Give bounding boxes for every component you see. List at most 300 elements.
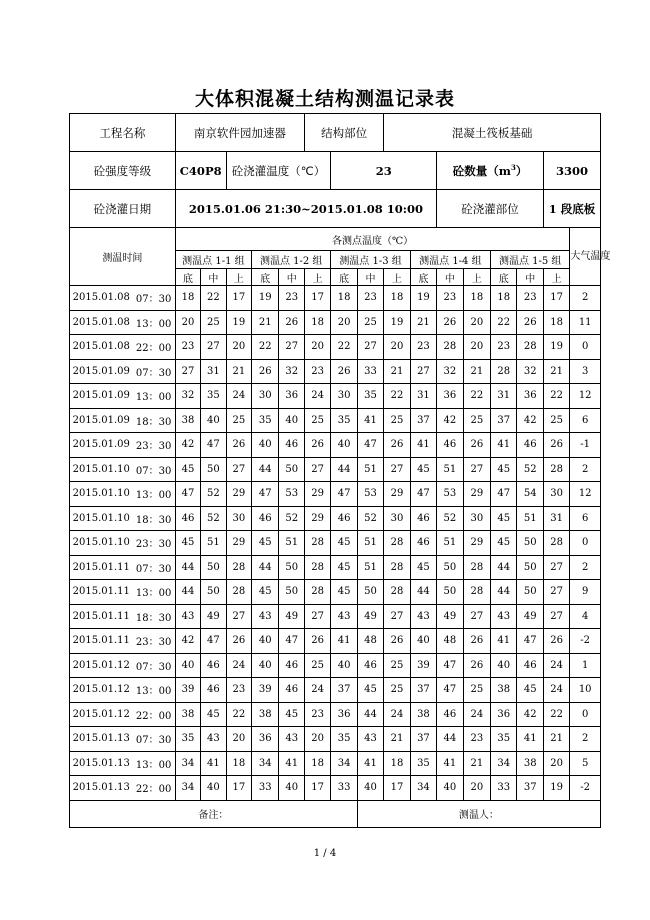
temperature-cell: 46: [437, 702, 463, 727]
temperature-cell: 47: [437, 653, 463, 678]
temperature-cell: 18: [331, 286, 357, 311]
temperature-cell: 20: [331, 310, 357, 335]
row-date: 2015.01.08: [70, 310, 133, 335]
temperature-cell: 28: [543, 457, 569, 482]
table-row: [70, 555, 601, 580]
air-temperature-cell: 12: [570, 384, 601, 409]
temperature-cell: 25: [357, 310, 383, 335]
temperature-cell: 33: [491, 776, 517, 801]
temperature-cell: 51: [437, 531, 463, 556]
row-date: 2015.01.11: [70, 580, 133, 605]
remark-label: 备注：: [70, 800, 358, 827]
temperature-cell: 48: [437, 629, 463, 654]
temperature-cell: 46: [357, 653, 383, 678]
temperature-cell: 40: [175, 653, 200, 678]
temperature-cell: 28: [304, 531, 330, 556]
temperature-cell: 23: [357, 286, 383, 311]
temperature-cell: 45: [252, 531, 279, 556]
air-temperature-cell: 3: [570, 359, 601, 384]
temperature-cell: 27: [226, 457, 251, 482]
temperature-cell: 29: [226, 482, 251, 507]
temperature-cell: 41: [279, 751, 304, 776]
temperature-cell: 21: [543, 359, 569, 384]
temperature-cell: 39: [252, 678, 279, 703]
pour-temperature-value: 23: [331, 152, 437, 190]
temperature-cell: 42: [517, 702, 543, 727]
temperature-cell: 45: [252, 580, 279, 605]
temperature-cell: 44: [491, 580, 517, 605]
temperature-cell: 23: [304, 702, 330, 727]
temperature-cell: 29: [463, 482, 490, 507]
temperature-cell: 44: [175, 555, 200, 580]
temperature-cell: 37: [517, 776, 543, 801]
row-time: 13：00: [133, 678, 176, 703]
temperature-cell: 38: [175, 408, 200, 433]
temperature-cell: 50: [517, 531, 543, 556]
temperature-cell: 22: [226, 702, 251, 727]
temperature-cell: 40: [201, 776, 226, 801]
air-temperature-cell: 0: [570, 702, 601, 727]
table-row: [70, 506, 601, 531]
temperature-cell: 40: [357, 776, 383, 801]
table-row: [70, 580, 601, 605]
temperature-cell: 29: [384, 482, 410, 507]
row-date: 2015.01.10: [70, 506, 133, 531]
air-temperature-cell: 12: [570, 482, 601, 507]
table-row: [70, 629, 601, 654]
temperature-cell: 45: [410, 457, 436, 482]
pour-part-label: 砼浇灌部位: [437, 190, 544, 228]
temperature-cell: 35: [201, 384, 226, 409]
position-header: 中: [517, 269, 543, 286]
temperature-cell: 20: [384, 335, 410, 360]
temperature-cell: 36: [279, 384, 304, 409]
temperature-cell: 24: [463, 702, 490, 727]
temperature-cell: 50: [517, 580, 543, 605]
temperature-cell: 43: [175, 604, 200, 629]
temperature-cell: 45: [279, 702, 304, 727]
temperature-cell: 52: [437, 506, 463, 531]
temperature-cell: 43: [357, 727, 383, 752]
temperature-cell: 29: [463, 531, 490, 556]
temperature-cell: 26: [384, 629, 410, 654]
temperature-cell: 26: [463, 629, 490, 654]
air-temperature-header: 大气温度: [570, 228, 601, 286]
temperature-cell: 46: [175, 506, 200, 531]
temperature-cell: 26: [463, 653, 490, 678]
temperature-cell: 17: [226, 776, 251, 801]
row-time: 07：30: [133, 653, 176, 678]
temperature-cell: 46: [517, 653, 543, 678]
temperature-cell: 28: [517, 335, 543, 360]
temperature-cell: 40: [279, 408, 304, 433]
temperature-cell: 50: [279, 555, 304, 580]
table-row: [70, 286, 601, 311]
position-header: 底: [252, 269, 279, 286]
temperature-cell: 53: [357, 482, 383, 507]
temperature-cell: 43: [279, 727, 304, 752]
temperature-cell: 45: [491, 506, 517, 531]
project-name-value: 南京软件园加速器: [175, 114, 304, 152]
temperature-cell: 53: [279, 482, 304, 507]
temperature-cell: 45: [357, 678, 383, 703]
temperature-cell: 22: [543, 702, 569, 727]
temperature-cell: 24: [384, 702, 410, 727]
temperature-cell: 17: [304, 286, 330, 311]
temperature-cell: 34: [410, 776, 436, 801]
temperature-cell: 43: [201, 727, 226, 752]
position-header: 上: [543, 269, 569, 286]
temperature-cell: 30: [463, 506, 490, 531]
air-temperature-cell: -2: [570, 776, 601, 801]
row-time: 22：00: [133, 702, 176, 727]
temperature-cell: 51: [357, 555, 383, 580]
row-date: 2015.01.12: [70, 702, 133, 727]
temperature-cell: 50: [279, 457, 304, 482]
temperature-cell: 28: [463, 580, 490, 605]
temperature-cell: 26: [304, 629, 330, 654]
pour-temperature-label: 砼浇灌温度（℃）: [226, 152, 331, 190]
temperature-cell: 24: [543, 653, 569, 678]
temperature-cell: 29: [304, 506, 330, 531]
group-header: 测温点 1-3 组: [331, 251, 410, 269]
pour-part-value: 1 段底板: [543, 190, 600, 228]
temperature-cell: 26: [252, 359, 279, 384]
row-date: 2015.01.09: [70, 433, 133, 458]
temperature-cell: 42: [175, 433, 200, 458]
air-temperature-cell: 11: [570, 310, 601, 335]
position-header: 中: [279, 269, 304, 286]
temperature-cell: 34: [252, 751, 279, 776]
temperature-cell: 20: [463, 335, 490, 360]
temperature-cell: 49: [357, 604, 383, 629]
temperature-cell: 50: [279, 580, 304, 605]
temperature-cell: 25: [543, 408, 569, 433]
temperature-cell: 22: [384, 384, 410, 409]
temperature-cell: 26: [279, 310, 304, 335]
temperature-cell: 26: [543, 629, 569, 654]
temperature-cell: 30: [226, 506, 251, 531]
temperature-cell: 22: [463, 384, 490, 409]
temperature-cell: 23: [279, 286, 304, 311]
temperature-cell: 35: [331, 408, 357, 433]
temperature-cell: 50: [437, 580, 463, 605]
air-temperature-cell: 10: [570, 678, 601, 703]
temperature-cell: 21: [410, 310, 436, 335]
temperature-record-table: [69, 113, 611, 828]
temperature-cell: 39: [410, 653, 436, 678]
temperature-cell: 41: [357, 751, 383, 776]
temperature-cell: 41: [437, 751, 463, 776]
page-indicator: 1 / 4: [313, 848, 337, 859]
temperature-cell: 38: [410, 702, 436, 727]
temperature-cell: 27: [463, 604, 490, 629]
temperature-cell: 51: [357, 457, 383, 482]
air-temperature-cell: -1: [570, 433, 601, 458]
temperature-cell: 49: [201, 604, 226, 629]
temperature-cell: 38: [517, 751, 543, 776]
row-time: 13：00: [133, 580, 176, 605]
temperature-cell: 19: [384, 310, 410, 335]
row-time: 18：30: [133, 506, 176, 531]
temperature-cell: 26: [543, 433, 569, 458]
temperature-cell: 51: [201, 531, 226, 556]
temperature-cell: 40: [331, 433, 357, 458]
air-temperature-cell: 2: [570, 286, 601, 311]
row-time: 13：00: [133, 310, 176, 335]
temperature-cell: 51: [437, 457, 463, 482]
structure-part-label: 结构部位: [304, 114, 383, 152]
temperature-cell: 31: [410, 384, 436, 409]
temperature-cell: 27: [226, 604, 251, 629]
temperature-cell: 40: [410, 629, 436, 654]
temperature-cell: 30: [252, 384, 279, 409]
row-time: 23：30: [133, 433, 176, 458]
table-row: [70, 727, 601, 752]
temperature-cell: 20: [463, 310, 490, 335]
temperature-cell: 30: [384, 506, 410, 531]
group-header: 测温点 1-1 组: [175, 251, 251, 269]
pour-date-value: 2015.01.06 21:30~2015.01.08 10:00: [175, 190, 436, 228]
temperature-cell: 23: [410, 335, 436, 360]
temperature-cell: 28: [437, 335, 463, 360]
table-row: [70, 335, 601, 360]
temperature-cell: 35: [491, 727, 517, 752]
temperature-cell: 18: [384, 751, 410, 776]
temperature-cell: 47: [252, 482, 279, 507]
temperature-cell: 50: [201, 457, 226, 482]
temperature-cell: 40: [252, 629, 279, 654]
temperature-cell: 19: [226, 310, 251, 335]
table-row: [70, 310, 601, 335]
air-temperature-cell: 2: [570, 457, 601, 482]
temperature-cell: 19: [410, 286, 436, 311]
table-row: [70, 751, 601, 776]
table-row: [70, 531, 601, 556]
temperature-cell: 28: [226, 555, 251, 580]
temperature-cell: 18: [463, 286, 490, 311]
row-time: 13：00: [133, 751, 176, 776]
temperature-cell: 23: [437, 286, 463, 311]
temperature-cell: 25: [304, 653, 330, 678]
temperature-cell: 22: [252, 335, 279, 360]
temperature-cell: 35: [410, 751, 436, 776]
row-date: 2015.01.08: [70, 286, 133, 311]
temperature-cell: 41: [491, 629, 517, 654]
temperature-cell: 32: [175, 384, 200, 409]
temperature-cell: 49: [517, 604, 543, 629]
temperature-cell: 31: [543, 506, 569, 531]
temperature-cell: 50: [201, 580, 226, 605]
temperature-cell: 28: [491, 359, 517, 384]
temperature-cell: 20: [175, 310, 200, 335]
temperature-cell: 46: [410, 506, 436, 531]
air-temperature-cell: 1: [570, 653, 601, 678]
temperature-cell: 37: [410, 408, 436, 433]
temperature-cell: 52: [357, 506, 383, 531]
position-header: 上: [304, 269, 330, 286]
row-time: 18：30: [133, 408, 176, 433]
temperature-cell: 44: [491, 555, 517, 580]
temperature-cell: 46: [279, 678, 304, 703]
position-header: 底: [331, 269, 357, 286]
temperature-cell: 22: [543, 384, 569, 409]
temperature-cell: 21: [463, 359, 490, 384]
temperature-cell: 32: [517, 359, 543, 384]
temperature-cell: 54: [517, 482, 543, 507]
table-row: [70, 433, 601, 458]
temperature-cell: 41: [410, 433, 436, 458]
air-temperature-cell: 6: [570, 408, 601, 433]
row-date: 2015.01.11: [70, 555, 133, 580]
temperature-cell: 47: [437, 678, 463, 703]
temperature-cell: 41: [357, 408, 383, 433]
temperature-cell: 23: [175, 335, 200, 360]
temperature-cell: 52: [279, 506, 304, 531]
temperature-cell: 44: [331, 457, 357, 482]
temperature-cell: 42: [437, 408, 463, 433]
temperature-cell: 47: [357, 433, 383, 458]
temperature-cell: 27: [357, 335, 383, 360]
temperature-cell: 26: [437, 310, 463, 335]
temperature-cell: 40: [252, 653, 279, 678]
temperature-cell: 26: [517, 310, 543, 335]
temperature-cell: 27: [384, 604, 410, 629]
temperature-cell: 42: [517, 408, 543, 433]
temperature-cell: 26: [226, 433, 251, 458]
temperature-cell: 28: [384, 531, 410, 556]
temperature-cell: 17: [384, 776, 410, 801]
temperature-cell: 43: [491, 604, 517, 629]
temperature-cell: 26: [304, 433, 330, 458]
temperatures-header: 各测点温度（℃）: [175, 228, 570, 251]
temperature-cell: 46: [279, 653, 304, 678]
concrete-volume-label: 砼数量$(m^3)$: [437, 152, 544, 190]
temperature-cell: 27: [543, 604, 569, 629]
temperature-cell: 40: [331, 653, 357, 678]
temperature-cell: 41: [201, 751, 226, 776]
temperature-cell: 49: [279, 604, 304, 629]
temperature-cell: 26: [384, 433, 410, 458]
temperature-cell: 46: [331, 506, 357, 531]
row-time: 07：30: [133, 286, 176, 311]
air-temperature-cell: 4: [570, 604, 601, 629]
temperature-cell: 25: [384, 408, 410, 433]
temperature-cell: 44: [252, 555, 279, 580]
temperature-cell: 17: [304, 776, 330, 801]
temperature-cell: 47: [410, 482, 436, 507]
temperature-cell: 24: [304, 678, 330, 703]
row-time: 22：00: [133, 776, 176, 801]
temperature-cell: 36: [437, 384, 463, 409]
temperature-cell: 24: [226, 384, 251, 409]
group-header: 测温点 1-2 组: [252, 251, 331, 269]
temperature-cell: 46: [437, 433, 463, 458]
temperature-cell: 34: [491, 751, 517, 776]
temperature-cell: 28: [304, 580, 330, 605]
temperature-cell: 18: [304, 310, 330, 335]
temperature-cell: 36: [517, 384, 543, 409]
temperature-cell: 43: [252, 604, 279, 629]
temperature-cell: 22: [331, 335, 357, 360]
temperature-cell: 23: [517, 286, 543, 311]
temperature-cell: 44: [410, 580, 436, 605]
temperature-cell: 20: [226, 727, 251, 752]
temperature-cell: 44: [437, 727, 463, 752]
temperature-cell: 33: [252, 776, 279, 801]
temperature-cell: 37: [491, 408, 517, 433]
time-header: 测温时间: [70, 228, 176, 286]
temperature-cell: 32: [437, 359, 463, 384]
row-date: 2015.01.09: [70, 384, 133, 409]
temperature-cell: 51: [357, 531, 383, 556]
row-time: 22：00: [133, 335, 176, 360]
temperature-cell: 46: [201, 653, 226, 678]
temperature-cell: 45: [410, 555, 436, 580]
temperature-cell: 40: [491, 653, 517, 678]
temperature-cell: 47: [331, 482, 357, 507]
air-temperature-cell: -2: [570, 629, 601, 654]
temperature-cell: 29: [304, 482, 330, 507]
position-header: 底: [491, 269, 517, 286]
position-header: 底: [410, 269, 436, 286]
temperature-cell: 28: [543, 531, 569, 556]
row-time: 07：30: [133, 359, 176, 384]
temperature-cell: 34: [331, 751, 357, 776]
temperature-cell: 40: [201, 408, 226, 433]
temperature-cell: 44: [357, 702, 383, 727]
position-header: 上: [384, 269, 410, 286]
temperature-cell: 45: [331, 555, 357, 580]
temperature-cell: 20: [543, 751, 569, 776]
temperature-cell: 25: [463, 678, 490, 703]
temperature-cell: 18: [543, 310, 569, 335]
temperature-cell: 20: [463, 776, 490, 801]
row-time: 23：30: [133, 531, 176, 556]
temperature-cell: 40: [252, 433, 279, 458]
temperature-cell: 26: [226, 629, 251, 654]
temperature-cell: 21: [226, 359, 251, 384]
recorder-label: 测温人：: [357, 800, 600, 827]
temperature-cell: 38: [491, 678, 517, 703]
temperature-cell: 44: [252, 457, 279, 482]
temperature-cell: 19: [543, 335, 569, 360]
position-header: 底: [175, 269, 200, 286]
temperature-cell: 17: [543, 286, 569, 311]
air-temperature-cell: 0: [570, 531, 601, 556]
temperature-cell: 23: [463, 727, 490, 752]
temperature-cell: 21: [384, 727, 410, 752]
table-row: [70, 359, 601, 384]
temperature-cell: 48: [357, 629, 383, 654]
temperature-cell: 26: [331, 359, 357, 384]
temperature-cell: 41: [517, 727, 543, 752]
air-temperature-cell: 0: [570, 335, 601, 360]
temperature-cell: 31: [491, 384, 517, 409]
temperature-cell: 28: [226, 580, 251, 605]
position-header: 上: [226, 269, 251, 286]
temperature-cell: 36: [491, 702, 517, 727]
temperature-cell: 45: [331, 580, 357, 605]
temperature-cell: 40: [279, 776, 304, 801]
temperature-cell: 42: [175, 629, 200, 654]
page-title: 大体积混凝土结构测温记录表: [194, 88, 455, 110]
temperature-cell: 27: [410, 359, 436, 384]
temperature-cell: 52: [201, 482, 226, 507]
temperature-cell: 24: [226, 653, 251, 678]
air-temperature-cell: 6: [570, 506, 601, 531]
row-time: 07：30: [133, 555, 176, 580]
